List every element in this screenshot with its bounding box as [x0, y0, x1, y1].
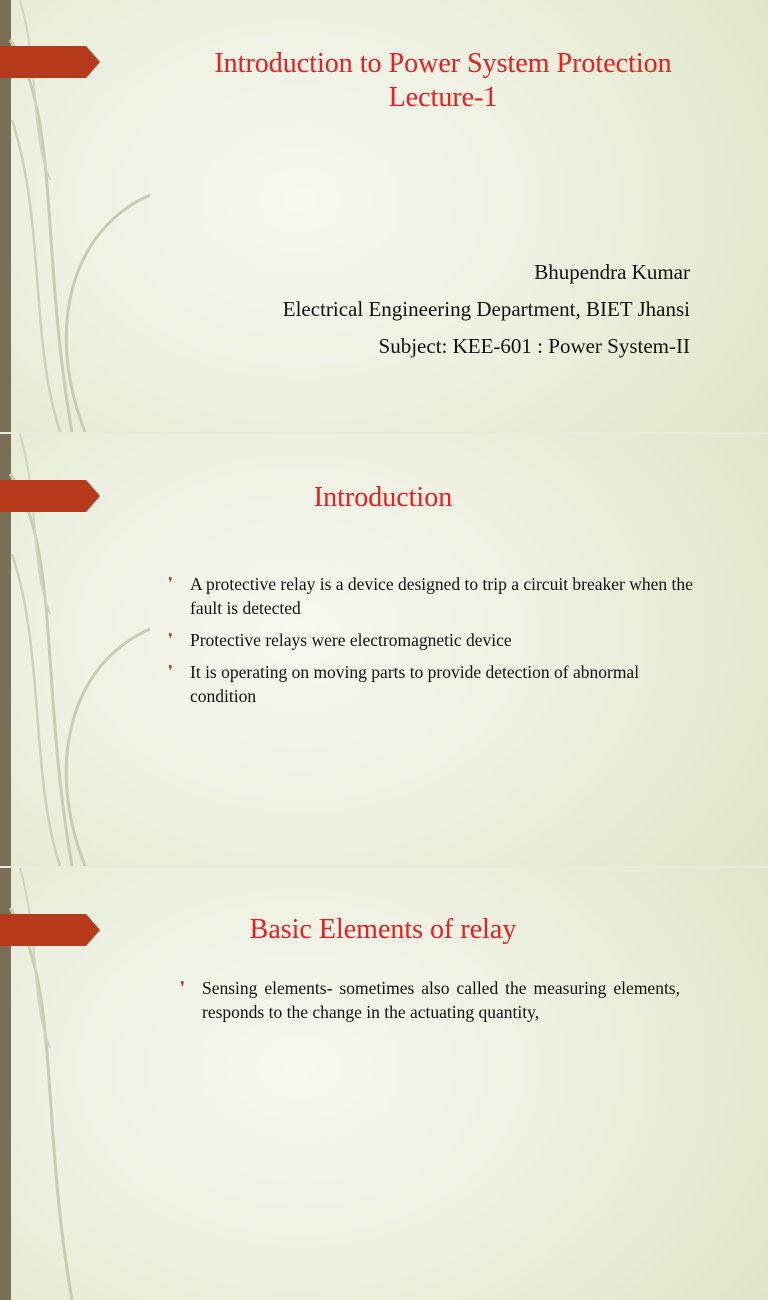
bullet-text: Protective relays were electromagnetic device — [190, 630, 512, 650]
title-arrow-marker — [0, 46, 100, 78]
author-department: Electrical Engineering Department, BIET Jhansi — [282, 297, 690, 321]
slide-1 — [0, 0, 768, 432]
title-arrow-marker — [0, 480, 100, 512]
author-name: Bhupendra Kumar — [534, 260, 690, 284]
slide-2 — [0, 434, 768, 866]
bullet-marker-icon: ❜ — [180, 980, 185, 996]
bullet-list — [168, 572, 693, 716]
bullet-marker-icon: ❜ — [168, 664, 173, 680]
author-subject: Subject: KEE-601 : Power System-II — [378, 334, 690, 358]
slide-title: Basic Elements of relay — [249, 914, 517, 945]
bullet-text: It is operating on moving parts to provide detection of abnormal condition — [190, 662, 640, 706]
author-block — [283, 254, 690, 365]
title-arrow-marker — [0, 914, 100, 946]
bullet-marker-icon: ❜ — [168, 632, 173, 648]
list-item — [168, 628, 693, 652]
bullet-text: A protective relay is a device designed to trip a circuit breaker when the fault is detected — [190, 574, 693, 618]
bullet-text: Sensing elements- sometimes also called the measuring elements, responds to the change in the actuating quantity, — [202, 978, 680, 1022]
slide-title: Introduction — [313, 482, 453, 513]
bullet-marker-icon: ❜ — [168, 576, 173, 592]
list-item — [168, 660, 693, 708]
list-item — [168, 572, 693, 620]
slide-title: Introduction to Power System Protection Lecture-1 — [214, 48, 672, 113]
list-item — [180, 976, 680, 1024]
slide-3 — [0, 868, 768, 1300]
